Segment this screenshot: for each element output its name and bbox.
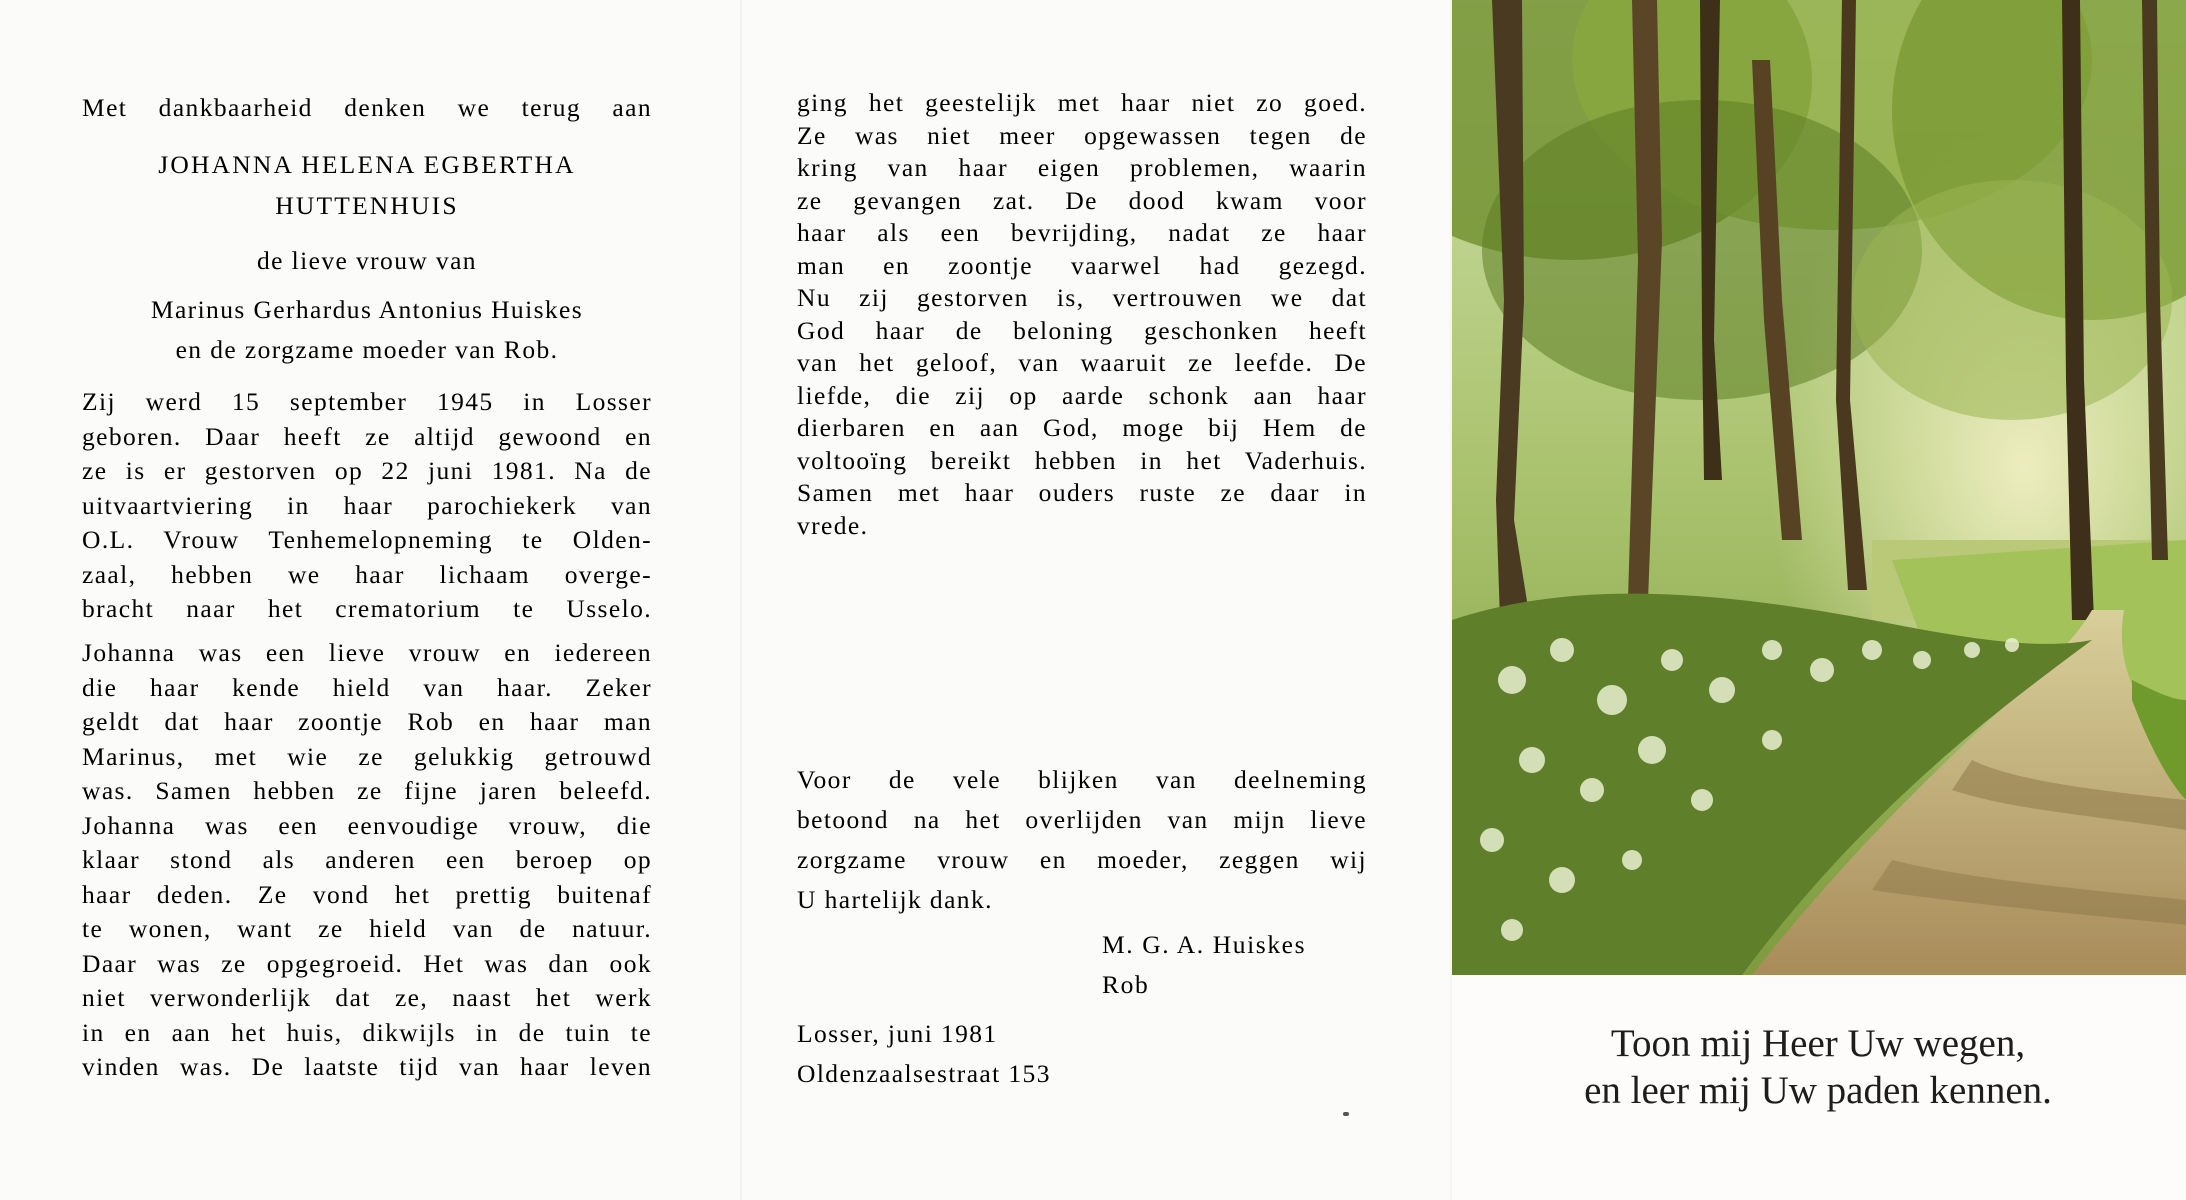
name-line: JOHANNA HELENA EGBERTHA	[158, 150, 576, 179]
deceased-name	[82, 148, 652, 223]
text-line: voltooïng bereikt hebben in het Vaderhuis.	[797, 445, 1367, 475]
relation-line	[82, 244, 652, 279]
text-line: vinden was. De laatste tijd van haar leven	[82, 1052, 652, 1081]
address: Oldenzaalsestraat 153	[797, 1059, 1051, 1088]
text-line: vrede.	[797, 510, 869, 540]
intro-line	[82, 91, 652, 126]
fold-line	[740, 0, 742, 1200]
text-line: niet verwonderlijk dat ze, naast het werk	[82, 983, 652, 1012]
text-line: klaar stond als anderen een beroep op	[82, 845, 652, 874]
text-line: was. Samen hebben ze fijne jaren beleefd.	[82, 776, 652, 805]
text-line: Nu zij gestorven is, vertrouwen we dat	[797, 283, 1367, 312]
place-date: Losser, juni 1981	[797, 1019, 998, 1048]
verse-line: Toon mij Heer Uw wegen,	[1610, 1022, 2026, 1065]
text-line: te wonen, want ze hield van de natuur.	[82, 914, 652, 943]
text-line: dierbaren en aan God, moge bij Hem de	[797, 413, 1367, 442]
text-line: geboren. Daar heeft ze altijd gewoond en	[82, 421, 652, 451]
text-line: betoond na het overlijden van mijn lieve	[797, 805, 1367, 834]
biography-paragraph-1	[82, 385, 652, 627]
text-line: Ze was niet meer opgewassen tegen de	[797, 120, 1367, 150]
forest-path-photo	[1452, 0, 2186, 975]
text-line: van het geloof, van waaruit ze leefde. De	[797, 348, 1367, 377]
relation-text: de lieve vrouw van	[257, 246, 477, 275]
place-and-address	[797, 1014, 1051, 1094]
signer-name: M. G. A. Huiskes	[1102, 930, 1307, 959]
text-line: O.L. Vrouw Tenhemelopneming te Olden-	[82, 525, 652, 554]
text-line: Marinus, met wie ze gelukkig getrouwd	[82, 741, 652, 771]
text-line: zorgzame vrouw en moeder, zeggen wij	[797, 845, 1367, 874]
verse-line: en leer mij Uw paden kennen.	[1584, 1069, 2052, 1112]
text-line: ging het geestelijk met haar niet zo goed.	[797, 88, 1367, 117]
text-line: in en aan het huis, dikwijls in de tuin te	[82, 1017, 652, 1047]
text-line: Zij werd 15 september 1945 in Losser	[82, 387, 652, 416]
text-line: U hartelijk dank.	[797, 885, 993, 914]
text-line: Voor de vele blijken van deelneming	[797, 765, 1367, 794]
signer-name: Rob	[1102, 970, 1150, 999]
husband-name: Marinus Gerhardus Antonius Huiskes	[150, 295, 584, 324]
mother-line: en de zorgzame moeder van Rob.	[175, 335, 559, 364]
bible-verse	[1450, 1020, 2186, 1114]
text-line: Johanna was een eenvoudige vrouw, die	[82, 810, 652, 840]
thanks-paragraph	[797, 760, 1367, 920]
text-line: liefde, die zij op aarde schonk aan haar	[797, 380, 1367, 410]
text-line: ze is er gestorven op 22 juni 1981. Na de	[82, 456, 652, 485]
text-line: kring van haar eigen problemen, waarin	[797, 153, 1367, 182]
text-line: bracht naar het crematorium te Usselo.	[82, 594, 652, 623]
text-line: Daar was ze opgegroeid. Het was dan ook	[82, 948, 652, 978]
text-line: zaal, hebben we haar lichaam overge-	[82, 559, 652, 589]
text-line: geldt dat haar zoontje Rob en haar man	[82, 707, 652, 736]
biography-paragraph-3	[797, 87, 1367, 542]
surname-line: HUTTENHUIS	[275, 190, 459, 220]
text-line: haar deden. Ze vond het prettig buitenaf	[82, 879, 652, 909]
text-line: uitvaartviering in haar parochiekerk van	[82, 490, 652, 520]
text-line: man en zoontje vaarwel had gezegd.	[797, 250, 1367, 280]
text-line: haar als een bevrijding, nadat ze haar	[797, 218, 1367, 247]
family-lines	[82, 290, 652, 370]
signatories	[1102, 925, 1306, 1005]
text-line: Johanna was een lieve vrouw en iedereen	[82, 638, 652, 667]
biography-paragraph-2	[82, 636, 652, 1085]
text-line: ze gevangen zat. De dood kwam voor	[797, 185, 1367, 215]
text-line: Samen met haar ouders ruste ze daar in	[797, 478, 1367, 507]
print-speck	[1343, 1112, 1349, 1116]
text-line: die haar kende hield van haar. Zeker	[82, 672, 652, 702]
text-line: God haar de beloning geschonken heeft	[797, 315, 1367, 345]
intro-text: Met dankbaarheid denken we terug aan	[82, 93, 652, 122]
